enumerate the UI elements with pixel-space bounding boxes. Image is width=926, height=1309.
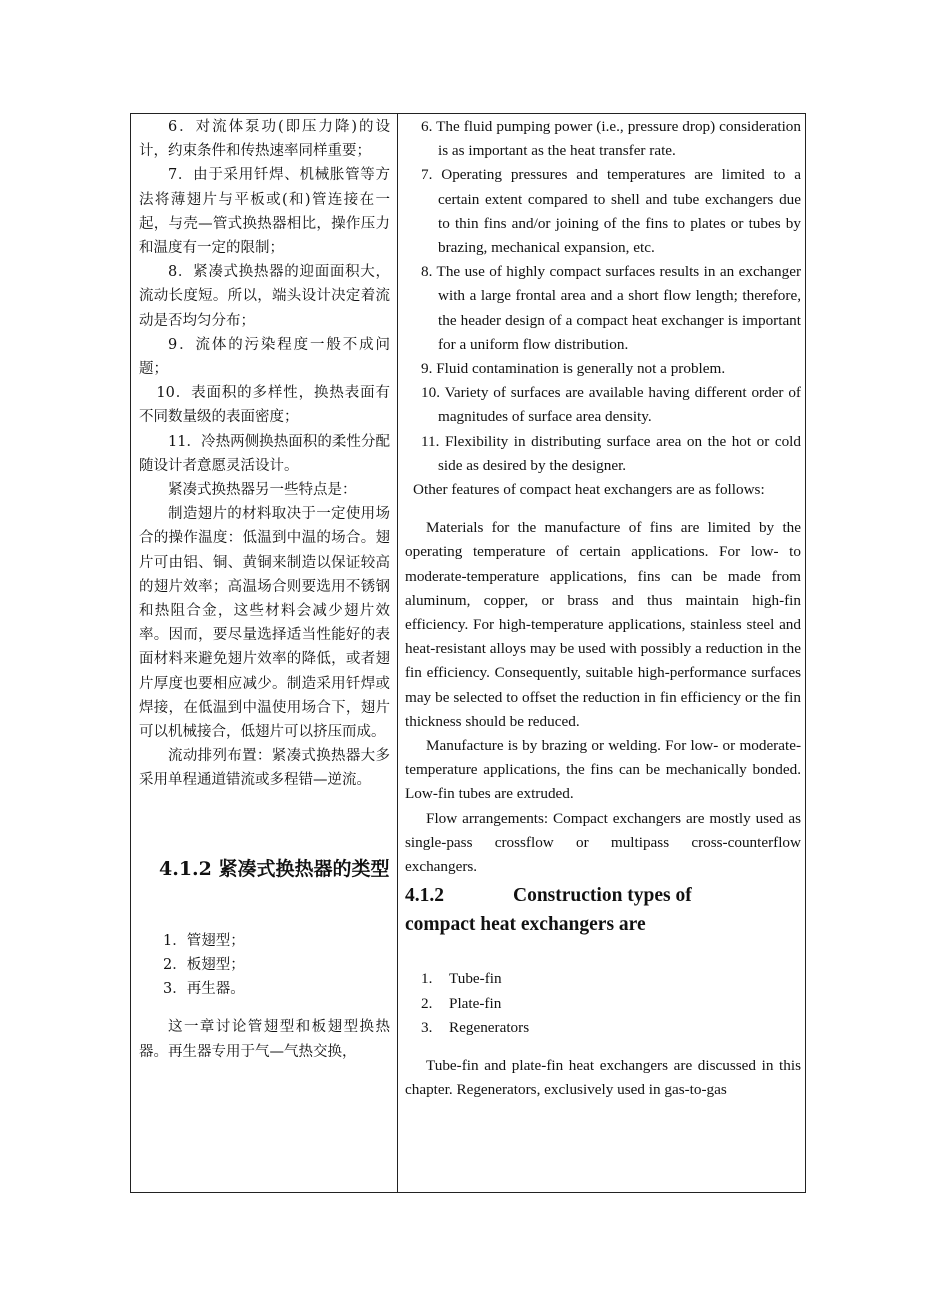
en-item-9-num: 9. — [421, 360, 433, 378]
en-item-10-text: Variety of surfaces are available having different order of magnitudes of surface area density. — [438, 384, 801, 426]
cn-flow-arrangement-para: 流动排列布置：紧凑式换热器大多采用单程通道错流或多程错—逆流。 — [139, 748, 390, 789]
en-section-number: 4.1.2 — [405, 885, 444, 907]
english-column — [405, 114, 801, 1192]
en-item-6-num: 6. — [421, 118, 433, 135]
en-item-11-text: Flexibility in distributing surface area on the hot or cold side as desired by the designer. — [438, 432, 801, 474]
en-type-2-num: 2. — [421, 994, 433, 1012]
chinese-column — [139, 114, 390, 1192]
cn-type-2: 2．板翅型； — [163, 956, 245, 973]
en-item-11-num: 11. — [421, 432, 440, 450]
bilingual-table — [130, 113, 806, 1193]
cn-item-8: 8．紧凑式换热器的迎面面积大，流动长度短。所以，端头设计决定着流动是否均匀分布； — [139, 264, 390, 329]
en-item-7-text: Operating pressures and temperatures are limited to a certain extent compared to shell and tube exchangers due to thin fins and/or joining of the fins to plates or tubes by brazing, mechanical expansion, etc. — [438, 166, 801, 257]
en-item-10 — [405, 381, 801, 429]
cn-other-features: 紧凑式换热器另一些特点是： — [168, 482, 357, 499]
cn-section-heading: 4.1.2 紧凑式换热器的类型 — [159, 857, 390, 880]
en-type-1-text: Tube-fin — [449, 970, 502, 988]
en-type-3-text: Regenerators — [449, 1018, 530, 1036]
en-type-1 — [405, 967, 801, 991]
en-item-8-text: The use of highly compact surfaces results in an exchanger with a large frontal area and a short flow length; therefore, the header design of a compact heat exchanger is important for a uniform flow distribution. — [436, 263, 801, 353]
cn-item-11: 11．冷热两侧换热面积的柔性分配随设计者意愿灵活设计。 — [139, 433, 390, 474]
en-item-6 — [405, 115, 801, 163]
en-type-1-num: 1. — [421, 970, 433, 988]
en-type-3-num: 3. — [421, 1018, 433, 1036]
cn-type-1: 1．管翅型； — [163, 932, 245, 949]
en-item-7 — [405, 163, 801, 260]
cn-fin-material-para: 制造翅片的材料取决于一定使用场合的操作温度：低温到中温的场合。翅片可由铝、铜、黄铜来制造以保证较高的翅片效率；高温场合则要选用不锈钢和热阻合金，这些材料会减少翅片效率。因而，要尽量选择适当性能好的表面材料来避免翅片效率的降低，或者翅片厚度也要相应减少。制造采用钎焊或焊接，在低温到中温使用场合下，翅片可以机械接合，低翅片可以挤压而成。 — [139, 506, 390, 741]
en-item-7-num: 7. — [421, 166, 433, 184]
en-closing-para: Tube-fin and plate-fin heat exchangers are discussed in this chapter. Regenerators, exclusively used in gas-to-gas — [405, 1056, 801, 1099]
en-section-heading-line2: compact heat exchangers are — [405, 914, 646, 936]
column-divider — [397, 114, 398, 1192]
cn-item-9: 9．流体的污染程度一般不成问题； — [139, 336, 390, 378]
en-item-8-num: 8. — [421, 263, 433, 281]
cn-item-6: 6．对流体泵功(即压力降)的设计，约束条件和传热速率同样重要； — [139, 119, 390, 160]
cn-item-10: 10．表面积的多样性，换热表面有不同数量级的表面密度； — [139, 385, 390, 426]
en-section-title-1: Construction types of — [513, 885, 692, 907]
cn-type-3: 3．再生器。 — [163, 981, 245, 998]
en-section-heading-line1 — [405, 881, 801, 910]
en-materials-para: Materials for the manufacture of fins are limited by the operating temperature of certain applications. For low- to moderate-temperature applications, fins can be made from aluminum, copper, or brass and thus maintain high-fin efficiency. For high-temperature applications, stainless steel and heat-resistant alloys may be used with possibly a reduction in the fin efficiency. Consequently, suitable high-performance surfaces may be selected to offset the reduction in fin efficiency or the fin thickness should be reduced. — [405, 519, 801, 730]
en-item-11 — [405, 430, 801, 478]
en-manufacture-para: Manufacture is by brazing or welding. For low- or moderate-temperature applications, the fins can be mechanically bonded. Low-fin tubes are extruded. — [405, 737, 801, 803]
en-item-9-text: Fluid contamination is generally not a problem. — [436, 360, 726, 378]
cn-item-7: 7．由于采用钎焊、机械胀管等方法将薄翅片与平板或(和)管连接在一起，与壳—管式换热器相比，操作压力和温度有一定的限制； — [139, 167, 390, 257]
en-item-9 — [405, 357, 801, 381]
en-item-8 — [405, 260, 801, 357]
en-item-6-text: The fluid pumping power (i.e., pressure drop) consideration is as important as the heat transfer rate. — [436, 118, 801, 160]
en-type-2-text: Plate-fin — [449, 994, 502, 1012]
en-other-features: Other features of compact heat exchangers are as follows: — [413, 481, 765, 499]
en-flow-para: Flow arrangements: Compact exchangers are mostly used as single-pass crossflow or multipass cross-counterflow exchangers. — [405, 809, 801, 876]
en-type-3 — [405, 1016, 801, 1040]
en-item-10-num: 10. — [421, 384, 440, 402]
cn-closing-para: 这一章讨论管翅型和板翅型换热器。再生器专用于气—气热交换， — [139, 1019, 390, 1060]
en-type-2 — [405, 992, 801, 1016]
